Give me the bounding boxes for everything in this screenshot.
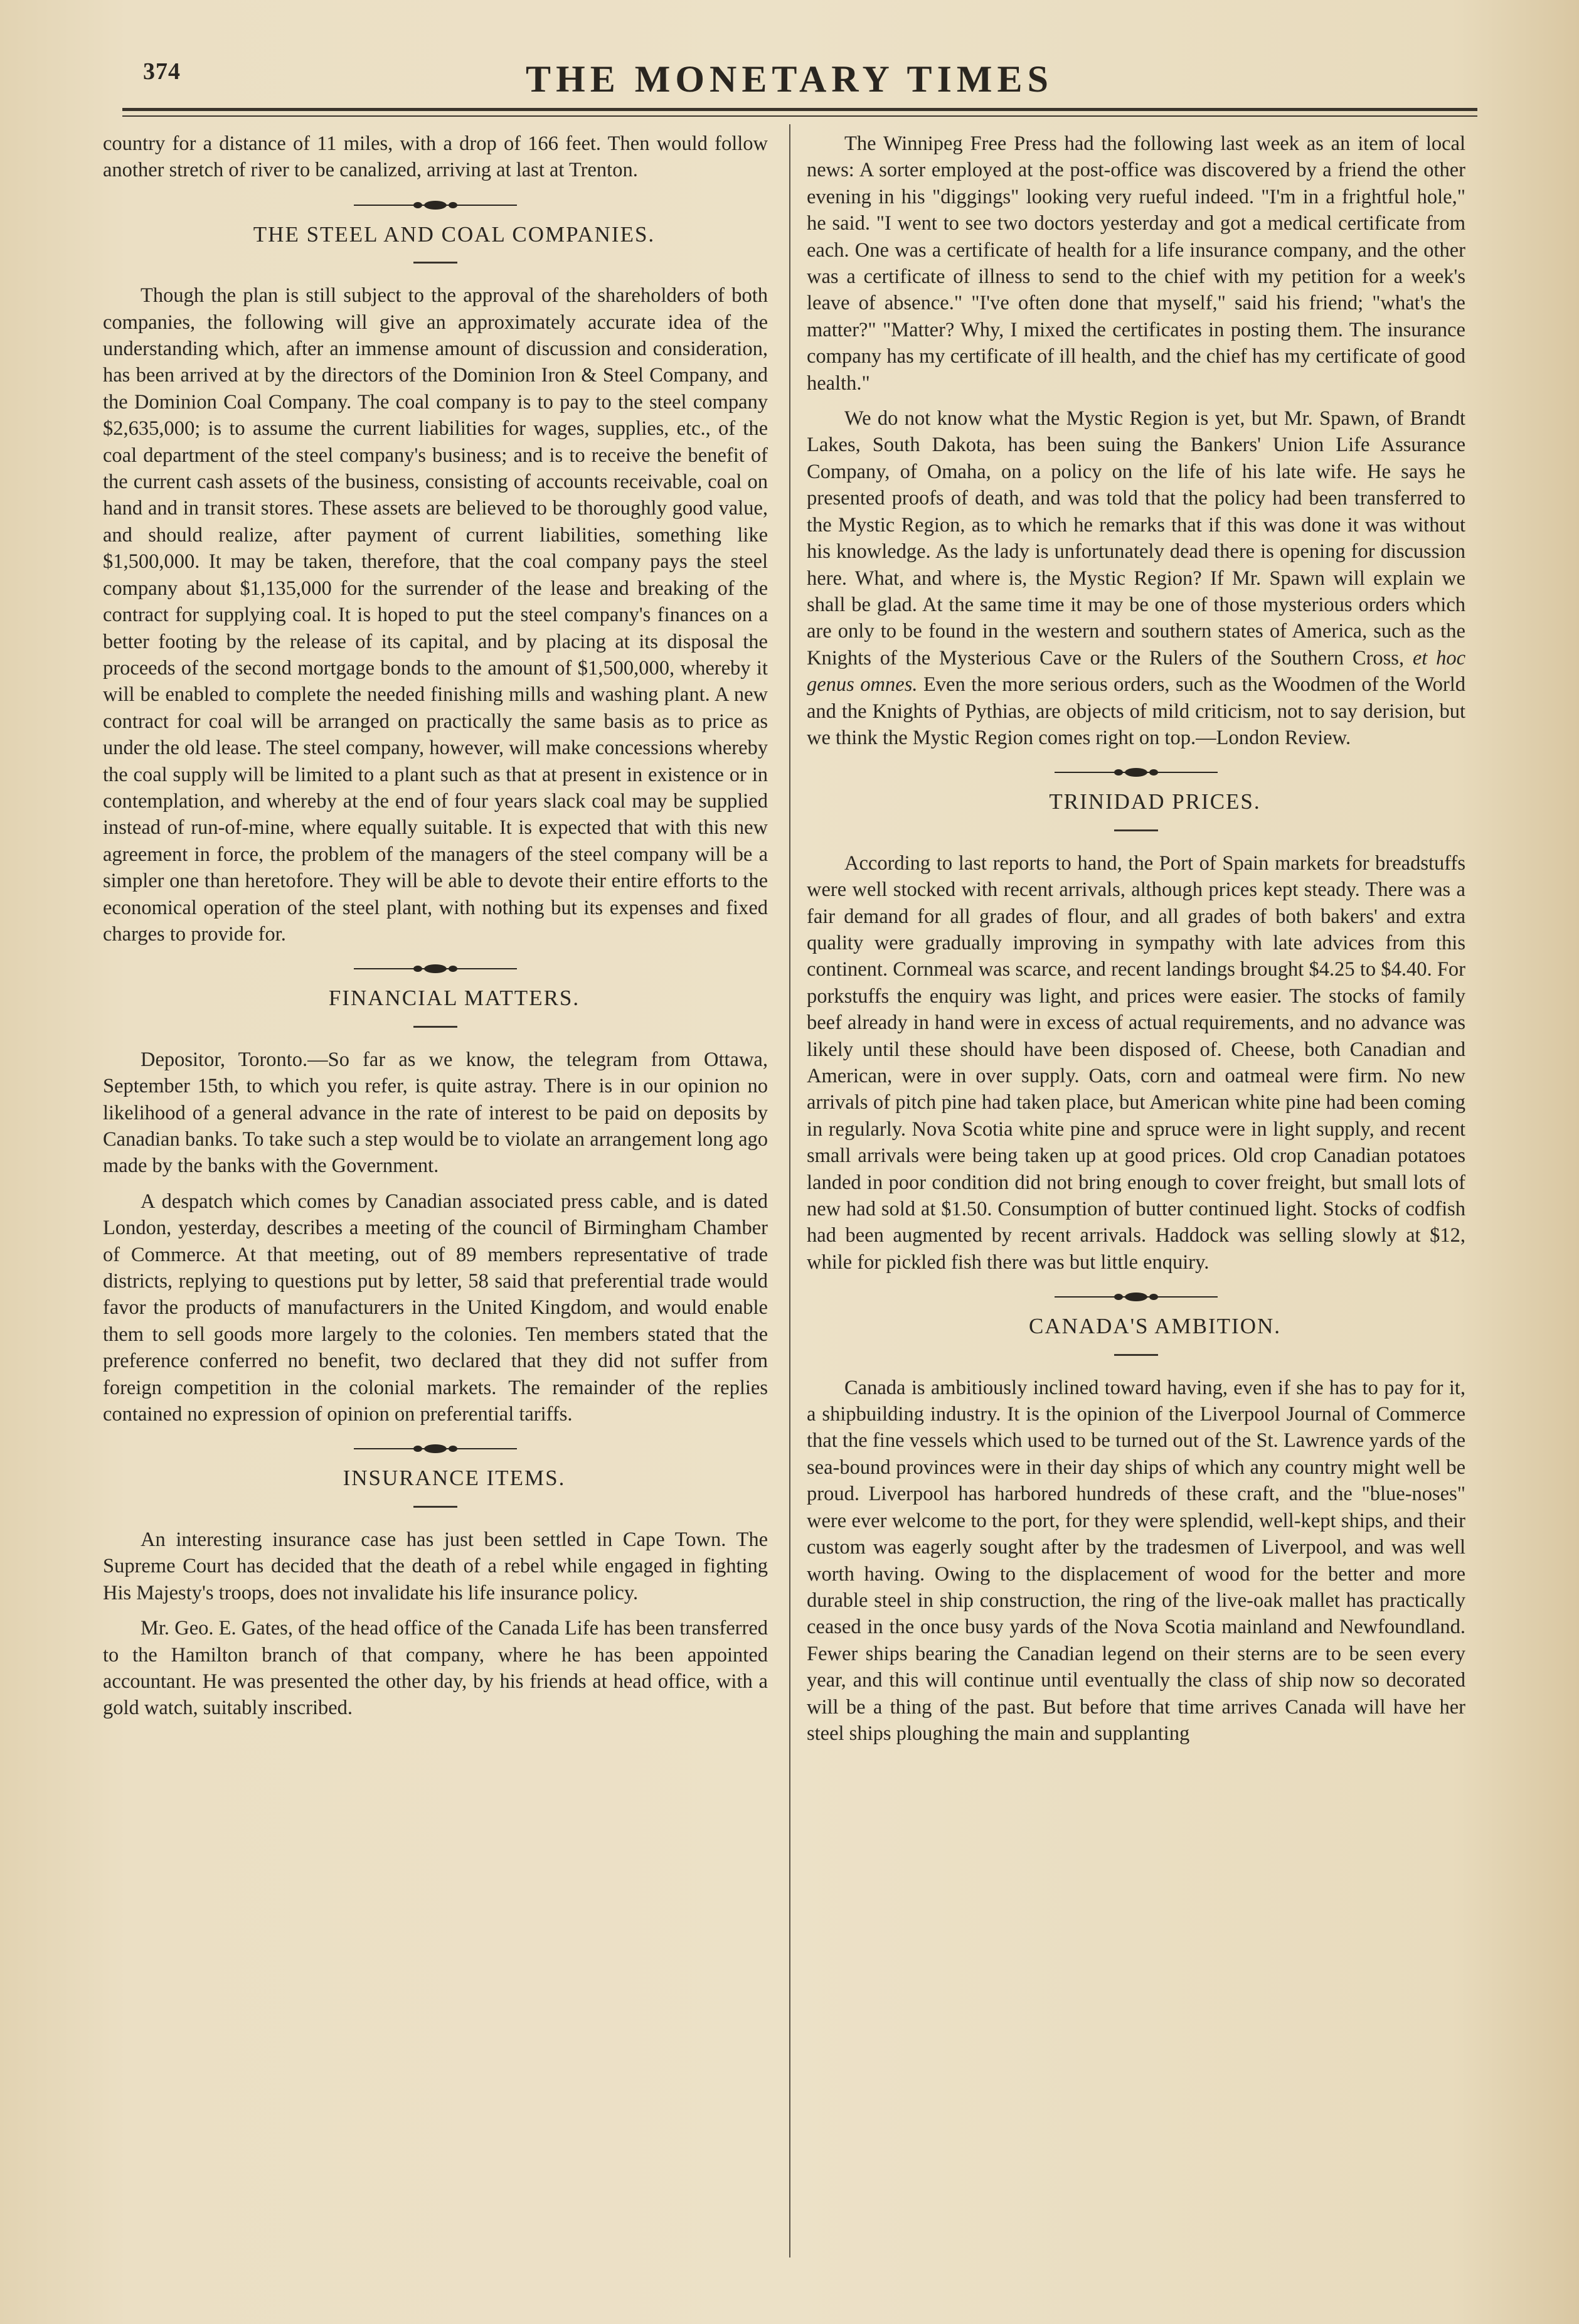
column-divider: [789, 124, 790, 2257]
insurance-paragraph-1: An interesting insurance case has just been settled in Cape Town. The Supreme Court has decided that the death of a rebel while engaged in fighting His Majesty's troops, does not invalidate his life insurance policy.: [103, 1528, 768, 1604]
financial-paragraph-2: A despatch which comes by Canadian associated press cable, and is dated London, yesterday, describes a meeting of the council of Birmingham Chamber of Commerce. At that meeting, out of 89 members representative of trade districts, replying to questions put by letter, 58 said that preferential trade would favor the products of manufacturers in the United Kingdom, and would enable them to sell goods more largely to the colonies. Ten members stated that the preference conferred no benefit, two declared that they did not suffer from foreign competition in the colonial markets. The remainder of the replies contained no expression of opinion on preferential tariffs.: [103, 1190, 768, 1426]
title-rule: [1114, 829, 1158, 831]
steel-paragraph: Though the plan is still subject to the approval of the shareholders of both companies, the following will give an approximately accurate idea of the understanding which, after an immense amount of discussion and consideration, has been arrived at by the directors of the Dominion Iron & Steel Company, and the Dominion Coal Company. The coal company is to pay to the steel company $2,635,000; is to assume the current liabilities for wages, supplies, etc., of the coal department of the steel company's business; and is to receive the benefit of the current cash assets of the business, consisting of accounts receivable, coal on hand and in transit stores. These assets are believed to be thoroughly good value, and should realize, after payment of current liabilities, something like $1,500,000. It may be taken, therefore, that the coal company pays the steel company about $1,135,000 for the surrender of the lease and breaking of the contract for supplying coal. It is hoped to put the steel company's finances on a better footing by the release of its capital, and by placing at its disposal the proceeds of the second mortgage bonds to the amount of $1,500,000, whereby it will be enabled to complete the needed finishing mills and washing plant. A new contract for coal will be arranged on practically the same basis as to price as under the old lease. The steel company, however, will make concessions whereby the coal supply will be limited to a plant such as that at present in existence or in contemplation, and whereby at the end of four years slack coal may be supplied instead of run-of-mine, where equally suitable. It is expected that with this new agreement in force, the problem of the managers of the steel company will be a simpler one than heretofore. They will be able to devote their entire efforts to the economical operation of the steel plant, with nothing but its expenses and fixed charges to provide for.: [103, 284, 768, 946]
title-rule: [1114, 1354, 1158, 1356]
trinidad-paragraph: According to last reports to hand, the Port of Spain markets for breadstuffs were well stocked with recent arrivals, although prices kept steady. There was a fair demand for all grades of flour, and all grades of both bakers' and extra quality were gradually improving in sympathy with late advices from this continent. Cornmeal was scarce, and recent landings brought $4.25 to $4.40. For porkstuffs the enquiry was light, and prices were easier. The stocks of family beef already in hand were in excess of actual requirements, and no advance was likely until these should have been disposed of. Cheese, both Canadian and American, were in over supply. Oats, corn and oatmeal were firm. No new arrivals of pitch pine had taken place, but American white pine had been coming in regularly. Nova Scotia white pine and spruce were in light supply, and recent small arrivals were being taken up at good prices. Old crop Canadian potatoes landed in poor condition did not bring enough to cover freight, but small lots of new had sold at $1.50. Consumption of butter continued light. Stocks of codfish had been augmented by recent arrivals. Haddock was selling slowly at $12, while for pickled fish there was but little enquiry.: [807, 851, 1465, 1274]
title-rule: [413, 262, 457, 264]
section-title-steel: THE STEEL AND COAL COMPANIES.: [253, 221, 656, 247]
title-rule: [413, 1506, 457, 1508]
canada-paragraph: Canada is ambitiously inclined toward having, even if she has to pay for it, a shipbuilding industry. It is the opinion of the Liverpool Journal of Commerce that the fine vessels which used to be turned out of the St. Lawrence yards of the sea-bound provinces were in their day ships of which any country might well be proud. Liverpool has harbored hundreds of these craft, and the "blue-noses" were ever welcome to the port, for they were splendid, well-kept ships, and their custom was eagerly sought after by the tradesmen of Liverpool, and was well worth having. Owing to the displacement of wood for the better and more durable steel in ship construction, the ring of the live-oak mallet has practically ceased in the once busy yards of the Nova Scotia mainland and Newfoundland. Fewer ships bearing the Canadian legend on their sterns are to be seen every year, and this will continue until eventually the class of ship now so decorated will be a thing of the past. But before that time arrives Canada will have her steel ships ploughing the main and supplanting: [807, 1376, 1465, 1745]
title-rule: [413, 1026, 457, 1028]
section-ornament: [1055, 767, 1218, 777]
continuation-paragraph: country for a distance of 11 miles, with a drop of 166 feet. Then would follow another stretch of river to be canalized, arriving at last at Trenton.: [103, 132, 768, 182]
section-ornament: [354, 200, 517, 210]
left-column: [103, 131, 768, 1722]
section-title-insurance: INSURANCE ITEMS.: [343, 1466, 566, 1491]
section-title-trinidad: TRINIDAD PRICES.: [1049, 789, 1261, 814]
page-number: 374: [143, 58, 181, 85]
section-ornament: [354, 964, 517, 974]
masthead: THE MONETARY TIMES: [526, 58, 1053, 100]
header-rule-thin: [122, 115, 1477, 117]
financial-paragraph-1: Depositor, Toronto.—So far as we know, the telegram from Ottawa, September 15th, to which you refer, is quite astray. There is in our opinion no likelihood of a general advance in the rate of interest to be paid on deposits by Canadian banks. To take such a step would be to violate an arrangement long ago made by the banks with the Government.: [103, 1048, 768, 1178]
section-title-financial: FINANCIAL MATTERS.: [328, 986, 580, 1011]
insurance-paragraph-2: Mr. Geo. E. Gates, of the head office of the Canada Life has been transferred to the Hamilton branch of that company, where he has been appointed accountant. He was presented the other day, by his friends at head office, with a gold watch, suitably inscribed.: [103, 1617, 768, 1720]
section-ornament: [354, 1444, 517, 1454]
header-rule: [122, 108, 1477, 111]
mystic-text-a: We do not know what the Mystic Region is yet, but Mr. Spawn, of Brandt Lakes, South Dakota, has been suing the Bankers' Union Life Assurance Company, of Omaha, on a policy on the life of his late wife. He says he presented proofs of death, and was told that the policy had been transferred to the Mystic Region, as to which he remarks that if this was done it was without his knowledge. As the lady is unfortunately dead there is opening for discussion here. What, and where is, the Mystic Region? If Mr. Spawn will explain we shall be glad. At the same time it may be one of those mysterious orders which are only to be found in the western and southern states of America, such as the Knights of the Mysterious Cave or the Rulers of the Southern Cross,: [807, 407, 1465, 669]
right-column: [807, 131, 1465, 1747]
mystic-text-b: Even the more serious orders, such as the Woodmen of the World and the Knights of Pythias, are objects of mild criticism, not to say derision, but we think the Mystic Region comes right on top.—London Review.: [807, 673, 1465, 749]
winnipeg-paragraph: The Winnipeg Free Press had the following last week as an item of local news: A sorter employed at the post-office was discovered by a friend the other evening in his "diggings" looking very rueful indeed. "I'm in a frightful hole," he said. "I went to see two doctors yesterday and got a medical certificate from each. One was a certificate of health for a life insurance company, and the other was a certificate of illness to send to the chief with my petition for a week's leave of absence." "I've often done that myself," said his friend; "what's the matter?" "Matter? Why, I mixed the certificates in posting them. The insurance company has my certificate of ill health, and the chief has my certificate of good health.": [807, 132, 1465, 395]
section-title-canada: CANADA'S AMBITION.: [1028, 1314, 1282, 1339]
section-ornament: [1055, 1292, 1218, 1302]
latin-phrase: et hoc genus omnes.: [807, 646, 1465, 696]
mystic-region-paragraph: [807, 405, 1465, 751]
